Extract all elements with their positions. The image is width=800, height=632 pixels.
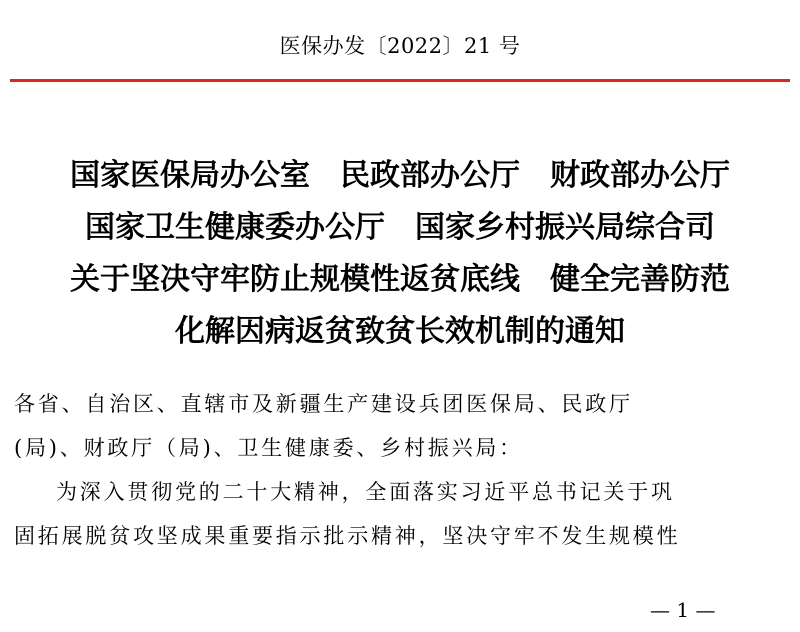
title-line-4: 化解因病返贫致贫长效机制的通知 bbox=[175, 314, 625, 349]
addressee-line-2: (局)、财政厅（局)、卫生健康委、乡村振兴局： bbox=[14, 436, 523, 460]
title-line-3: 关于坚决守牢防止规模性返贫底线 健全完善防范 bbox=[70, 262, 730, 297]
document-title bbox=[0, 150, 800, 358]
title-line-2: 国家卫生健康委办公厅 国家乡村振兴局综合司 bbox=[85, 210, 715, 245]
page-number: — 1 — bbox=[650, 598, 716, 622]
red-header-rule bbox=[10, 79, 790, 82]
paragraph-line-1: 为深入贯彻党的二十大精神，全面落实习近平总书记关于巩 bbox=[56, 480, 675, 504]
addressee-line-1: 各省、自治区、直辖市及新疆生产建设兵团医保局、民政厅 bbox=[14, 392, 633, 416]
document-number: 医保办发〔2022〕21 号 bbox=[279, 34, 521, 58]
title-line-1: 国家医保局办公室 民政部办公厅 财政部办公厅 bbox=[70, 158, 730, 193]
document-body bbox=[14, 382, 790, 558]
paragraph-line-2: 固拓展脱贫攻坚成果重要指示批示精神，坚决守牢不发生规模性 bbox=[14, 524, 681, 548]
